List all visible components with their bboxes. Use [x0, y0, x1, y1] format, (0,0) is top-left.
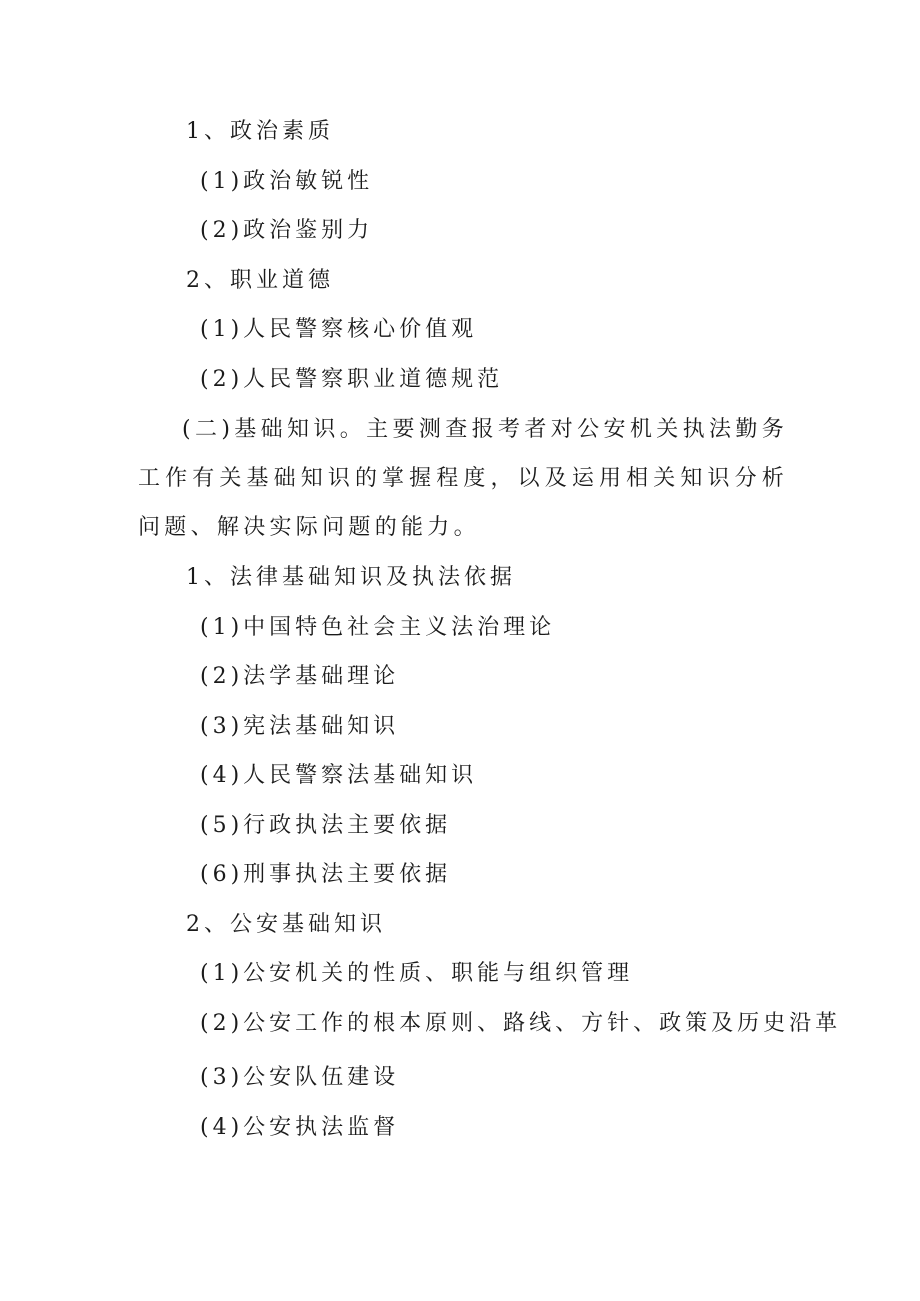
- list-item: (3)公安队伍建设: [200, 1065, 400, 1090]
- list-item: (2)人民警察职业道德规范: [200, 367, 504, 392]
- list-item: (1)政治敏锐性: [200, 169, 374, 194]
- list-item: (2)政治鉴别力: [200, 218, 374, 243]
- list-item: (5)行政执法主要依据: [200, 813, 452, 838]
- list-item: (1)中国特色社会主义法治理论: [200, 615, 556, 640]
- list-item: (1)公安机关的性质、职能与组织管理: [200, 961, 634, 986]
- list-item: (4)公安执法监督: [200, 1115, 400, 1140]
- section-heading-public-security-knowledge: 2、公安基础知识: [186, 912, 386, 937]
- section-heading-legal-knowledge: 1、法律基础知识及执法依据: [186, 565, 516, 590]
- list-item: (3)宪法基础知识: [200, 714, 400, 739]
- list-item: (1)人民警察核心价值观: [200, 317, 478, 342]
- basic-knowledge-paragraph: (二)基础知识。主要测查报考者对公安机关执法勤务工作有关基础知识的掌握程度，以及运用相关知识分析问题、解决实际问题的能力。: [138, 417, 788, 540]
- list-item: (2)公安工作的根本原则、路线、方针、政策及历史沿革: [200, 1011, 842, 1036]
- list-item: (4)人民警察法基础知识: [200, 763, 478, 788]
- section-heading-political-quality: 1、政治素质: [186, 119, 334, 144]
- list-item: (6)刑事执法主要依据: [200, 862, 452, 887]
- list-item: (2)法学基础理论: [200, 664, 400, 689]
- section-heading-professional-ethics: 2、职业道德: [186, 268, 334, 293]
